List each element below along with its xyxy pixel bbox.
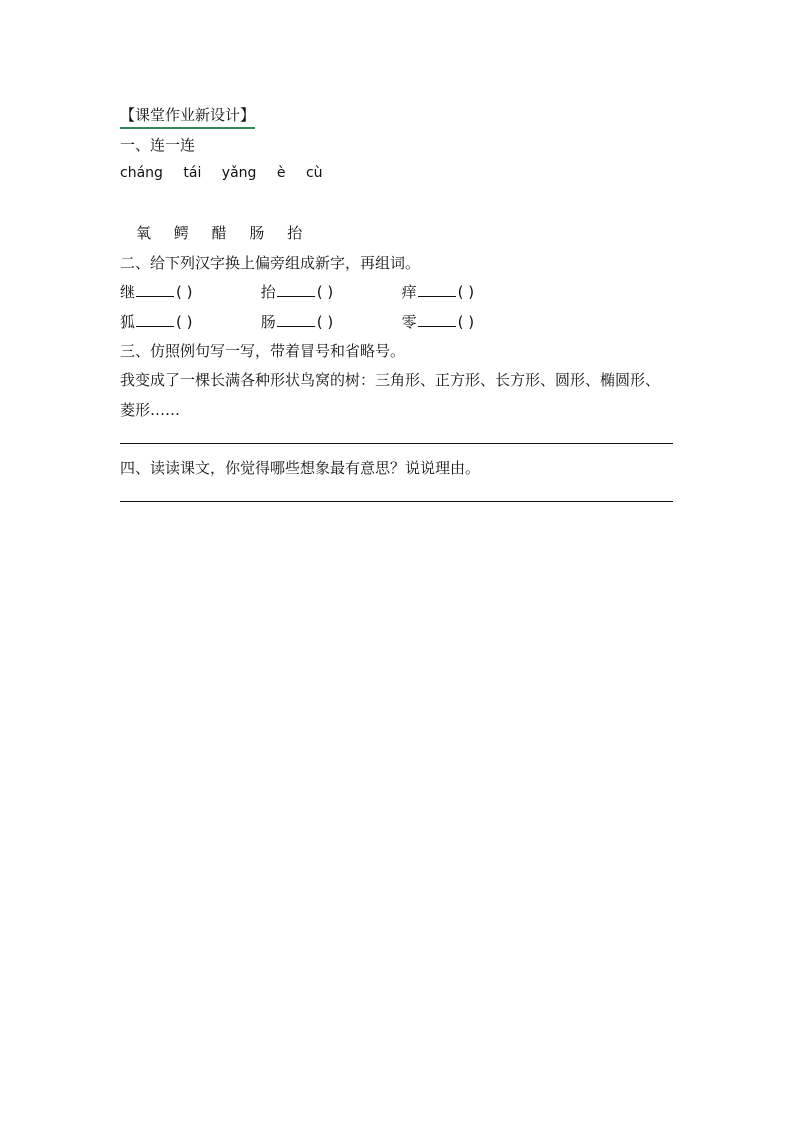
section3-heading: 三、仿照例句写一写，带着冒号和省略号。 — [120, 342, 406, 360]
base-char: 狐 — [120, 313, 136, 331]
word-parens[interactable]: ( ) — [176, 313, 193, 331]
pinyin-item: yǎng — [221, 165, 257, 181]
base-char: 零 — [401, 313, 417, 331]
character-item: 氧 — [136, 224, 152, 242]
word-parens[interactable]: ( ) — [457, 283, 475, 301]
answer-line[interactable] — [120, 501, 673, 502]
radical-exercise — [120, 281, 256, 302]
answer-blank[interactable] — [277, 282, 315, 297]
answer-line[interactable] — [120, 443, 673, 444]
section1-heading: 一、连一连 — [120, 136, 196, 154]
character-item: 抬 — [287, 224, 303, 242]
radical-exercise — [120, 311, 256, 332]
word-parens[interactable]: ( ) — [457, 313, 475, 331]
radical-exercise — [261, 311, 397, 332]
character-item: 醋 — [211, 224, 227, 242]
character-item: 鳄 — [173, 224, 189, 242]
base-char: 肠 — [260, 313, 276, 331]
radical-row-2 — [120, 311, 538, 332]
worksheet-title: 【课堂作业新设计】 — [120, 104, 255, 129]
radical-row-1 — [120, 281, 538, 302]
character-row — [136, 222, 320, 243]
base-char: 痒 — [401, 283, 417, 301]
example-sentence-line2: 菱形…… — [120, 401, 181, 419]
answer-blank[interactable] — [418, 282, 456, 297]
pinyin-item: è — [276, 165, 286, 181]
word-parens[interactable]: ( ) — [316, 283, 334, 301]
answer-blank[interactable] — [136, 312, 174, 327]
pinyin-item: tái — [183, 165, 202, 181]
base-char: 继 — [120, 283, 136, 301]
word-parens[interactable]: ( ) — [176, 283, 193, 301]
example-sentence-line1: 我变成了一棵长满各种形状鸟窝的树：三角形、正方形、长方形、圆形、椭圆形、 — [120, 371, 661, 389]
section4-heading: 四、读读课文，你觉得哪些想象最有意思？说说理由。 — [120, 459, 481, 477]
pinyin-item: cù — [305, 165, 323, 181]
answer-blank[interactable] — [136, 282, 174, 297]
radical-exercise — [402, 311, 538, 332]
base-char: 抬 — [260, 283, 276, 301]
pinyin-item: cháng — [120, 165, 163, 181]
answer-blank[interactable] — [418, 312, 456, 327]
section2-heading: 二、给下列汉字换上偏旁组成新字，再组词。 — [120, 254, 421, 272]
pinyin-row — [120, 165, 339, 181]
character-item: 肠 — [249, 224, 265, 242]
answer-blank[interactable] — [277, 312, 315, 327]
radical-exercise — [261, 281, 397, 302]
radical-exercise — [402, 281, 538, 302]
word-parens[interactable]: ( ) — [316, 313, 334, 331]
